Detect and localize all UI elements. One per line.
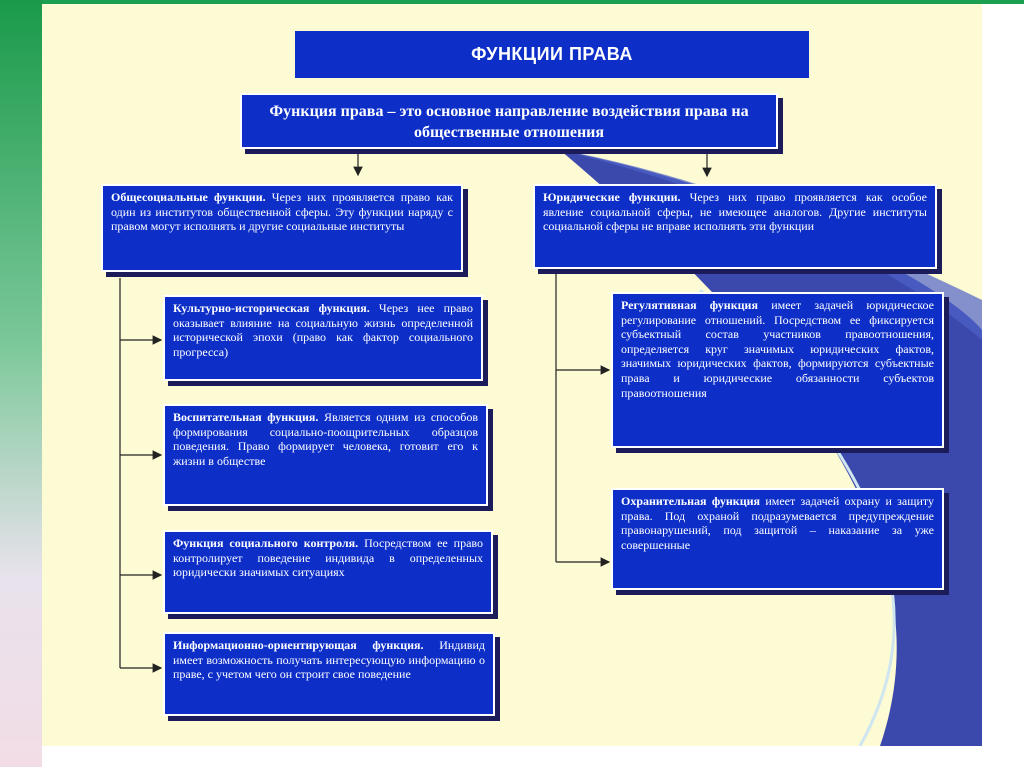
page-title: ФУНКЦИИ ПРАВА	[295, 31, 809, 78]
informational-text: Индивид имеет возможность получать интересующую информацию о праве, с учетом чего он строит свое поведение	[173, 638, 486, 682]
cultural-text: Через нее право оказывает влияние на социальную жизнь определенной исторической эпохи (право как фактор социального прогресса)	[173, 301, 473, 359]
educational-text: Является одним из способов формирования социально-поощрительных образцов поведения. Право формирует человека, готовит его к жизни в обществе	[173, 410, 479, 468]
protective-text: имеет задачей охрану и защиту права. Под охраной подразумевается предупреждение правонарушений, под защитой – наказание за уже совершенные	[621, 494, 934, 552]
informational-heading: Информационно-ориентирующая функция.	[173, 638, 424, 652]
social-control-text: Посредством ее право контролирует поведение индивида в определенных юридически значимых ситуациях	[173, 536, 483, 580]
regulatory-text: имеет задачей юридическое регулирование отношений. Посредством ее фиксируется субъектный состав участников правоотношения, определяется круг значимых юридических фактов, значимых юридических фактов, формируются субъектные права и юридические обязанности субъектов правоотношения	[621, 298, 934, 400]
general-social-heading: Общесоциальные функции.	[111, 190, 266, 204]
legal-heading: Юридические функции.	[543, 190, 681, 204]
cultural-historical-function-box	[163, 295, 483, 381]
general-social-text: Через них проявляется право как один из институтов общественной сферы. Эту функции наряду с правом могут исполнять и другие социальные институты	[111, 190, 454, 234]
protective-function-box	[611, 488, 944, 590]
educational-heading: Воспитательная функция.	[173, 410, 319, 424]
regulatory-function-box	[611, 292, 944, 448]
educational-function-box	[163, 404, 488, 506]
cultural-heading: Культурно-историческая функция.	[173, 301, 370, 315]
regulatory-heading: Регулятивная функция	[621, 298, 758, 312]
general-social-functions-box	[101, 184, 463, 272]
protective-heading: Охранительная функция	[621, 494, 761, 508]
legal-functions-box	[533, 184, 937, 269]
definition-box: Функция права – это основное направление воздействия права на общественные отношения	[240, 93, 778, 149]
social-control-function-box	[163, 530, 493, 614]
informational-function-box	[163, 632, 495, 716]
legal-text: Через них право проявляется как особое явление социальной сферы, не имеющее аналогов. Другие институты социальной сферы не вправе исполнять эти функции	[543, 190, 927, 234]
social-control-heading: Функция социального контроля.	[173, 536, 359, 550]
